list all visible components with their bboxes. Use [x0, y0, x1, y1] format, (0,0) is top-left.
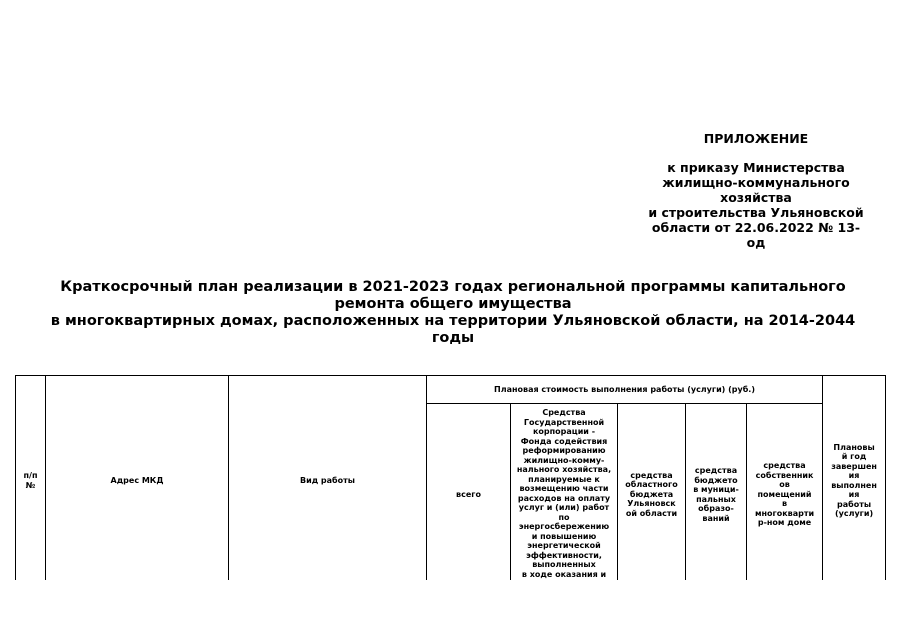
appendix-line: к приказу Министерства [667, 160, 845, 175]
appendix-line: од [746, 235, 766, 250]
document-title-line: в многоквартирных домах, расположенных на территории Ульяновской области, на 2014-2044 [50, 313, 856, 329]
header-fund: Средства Государственной корпорации - Фонда содействия реформированию жилищно-комму- нального хозяйства, планируемые к возмещению части расходов на оплату услуг и (или) работ по энергосбережению и повышению энергетической эффективности, выполненных в ходе оказания и [511, 404, 618, 586]
header-total: всего [427, 404, 511, 586]
header-work-type: Вид работы [229, 376, 427, 586]
appendix-header [640, 131, 872, 250]
header-planned-cost: Плановая стоимость выполнения работы (услуги) (руб.) [427, 376, 823, 404]
document-title-line: ремонта общего имущества [334, 296, 572, 312]
plan-table [15, 375, 886, 586]
header-num: п/п № [16, 376, 46, 586]
header-regional-budget: средства областного бюджета Ульяновск ой области [618, 404, 686, 586]
appendix-line: и строительства Ульяновской [648, 205, 864, 220]
document-title-line: годы [431, 330, 475, 346]
header-address: Адрес МКД [46, 376, 229, 586]
page-bottom-margin [0, 580, 905, 640]
appendix-line: жилищно-коммунального [662, 175, 850, 190]
appendix-title: ПРИЛОЖЕНИЕ [703, 131, 809, 146]
document-title [20, 279, 886, 347]
header-planned-year: Плановы й год завершен ия выполнен ия работы (услуги) [823, 376, 886, 586]
appendix-line: области от 22.06.2022 № 13- [651, 220, 861, 235]
header-municipal-budget: средства бюджето в муници- пальных образо- ваний [686, 404, 747, 586]
header-owners-funds: средства собственник ов помещений в многокварти р-ном доме [747, 404, 823, 586]
appendix-line: хозяйства [720, 190, 792, 205]
document-title-line: Краткосрочный план реализации в 2021-2023 годах региональной программы капитального [60, 279, 846, 295]
